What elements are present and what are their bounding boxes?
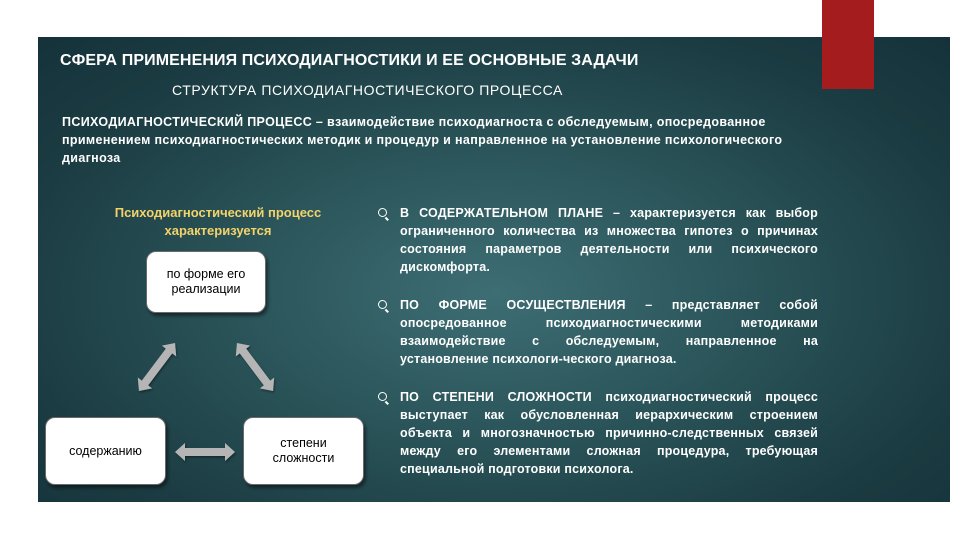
process-caption: Психодиагностический процесс характеризуется <box>114 205 322 238</box>
bullet-item-form <box>378 296 818 368</box>
bullet-item-content <box>378 204 818 276</box>
bullet-icon <box>378 392 387 401</box>
definition-paragraph <box>62 113 814 167</box>
box-complexity: степени сложности <box>243 417 364 485</box>
bullet-key: ПО ФОРМЕ ОСУЩЕСТВЛЕНИЯ <box>400 298 626 312</box>
definition-term: ПСИХОДИАГНОСТИЧЕСКИЙ ПРОЦЕСС <box>62 115 313 129</box>
bullet-key: ПО СТЕПЕНИ СЛОЖНОСТИ <box>400 390 592 404</box>
bullet-list <box>378 204 818 498</box>
accent-bar <box>822 0 874 89</box>
bullet-item-complexity <box>378 388 818 478</box>
bullet-text: психодиагностический процесс выступает как обусловленная иерархическим строением объекта и многозначностью причинно-следственных связей между его элементами сложная процедура, требующая специальной подготовки психолога. <box>400 390 818 476</box>
bullet-icon <box>378 300 387 309</box>
slide-title: СФЕРА ПРИМЕНЕНИЯ ПСИХОДИАГНОСТИКИ И ЕЕ ОСНОВНЫЕ ЗАДАЧИ <box>60 52 639 69</box>
definition-text: – взаимодействие психодиагноста с обследуемым, опосредованное применением психодиагностических методик и процедур и направленное на установление психологического диагноза <box>62 115 783 165</box>
bullet-icon <box>378 208 387 217</box>
slide-subtitle: СТРУКТУРА ПСИХОДИАГНОСТИЧЕСКОГО ПРОЦЕССА <box>172 82 563 98</box>
bullet-key: В СОДЕРЖАТЕЛЬНОМ ПЛАНЕ <box>400 206 604 220</box>
bullet-text: – представляет собой опосредованное психодиагностическими методиками взаимодействие с обследуемым, направленное на установление психологи-ческого диагноза. <box>400 298 818 366</box>
box-form: по форме его реализации <box>146 251 266 313</box>
box-content: содержанию <box>45 417 166 485</box>
bullet-text: – характеризуется как выбор ограниченного количества из множества гипотез о причинах состояния параметров деятельности или психического дискомфорта. <box>400 206 818 274</box>
